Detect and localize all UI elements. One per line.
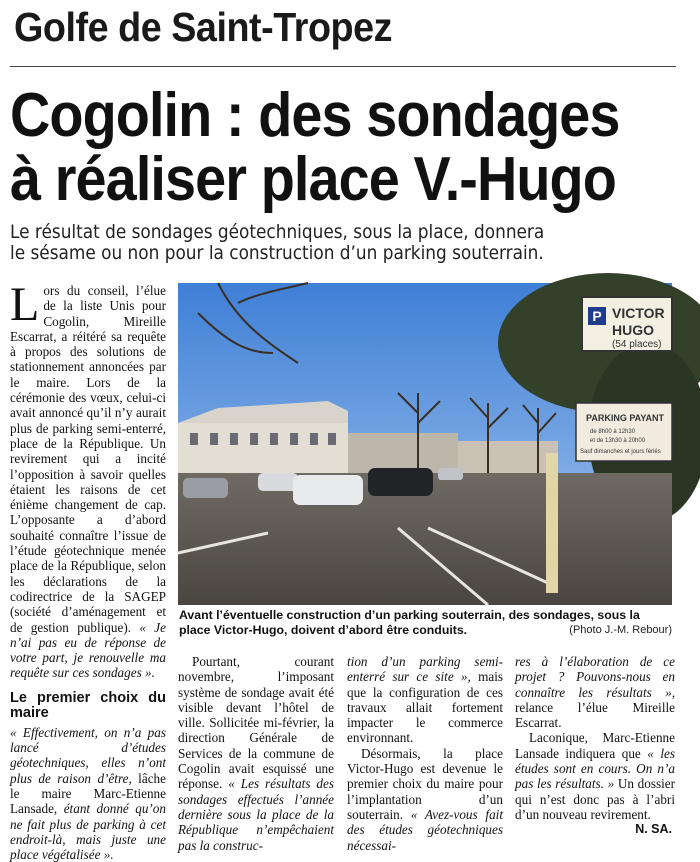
sign-places: (54 places) <box>612 339 662 350</box>
mayor-quote-1: « Effectivement, on n’a pas lancé d’études géotechniques, elles n’ont plus de raison d’être, <box>10 724 166 786</box>
paragraph-choice <box>347 746 503 853</box>
parking-p-icon: P <box>592 308 602 324</box>
article-column-1 <box>10 278 166 862</box>
article-photo <box>178 283 672 605</box>
paragraph-laconic <box>515 730 675 822</box>
sign-hugo: HUGO <box>612 322 654 338</box>
headline-line-2: à réaliser place V.-Hugo <box>10 145 616 214</box>
article-column-2 <box>178 654 334 853</box>
lede-line-1: Le résultat de sondages géotechniques, sous la place, donnera <box>10 221 545 243</box>
sondage-text: Pourtant, courant novembre, l’imposant système de sondage avait été visible devant l’hôtel de ville. Sollicitée mi-février, la direction Générale de Services de la commune de Cogolin avait esquissé une réponse. <box>178 654 334 792</box>
photo-illustration <box>178 283 672 605</box>
laconic-quote: « les études sont en cours. On n’a pas les résultats. » <box>515 745 676 792</box>
drop-cap: L <box>10 278 40 331</box>
subheading: Le premier choix du maire <box>10 689 166 722</box>
caption-line-1: Avant l’éventuelle construction d’un parking souterrain, des sondages, sous la <box>179 608 640 622</box>
author-signature: N. SA. <box>635 822 672 836</box>
paragraph-intro <box>10 278 166 681</box>
sign-victor: VICTOR <box>612 305 665 321</box>
caption-line-2: place Victor-Hugo, doivent d’abord être conduits. <box>179 623 468 637</box>
continue-quote: tion d’un parking semi-enterré sur ce site », <box>347 654 503 685</box>
sign-hours-2: et de 13h30 à 20h00 <box>590 438 646 444</box>
lede <box>10 222 700 264</box>
headline-line-1: Cogolin : des sondages <box>10 81 620 150</box>
results-quote: res à l’élaboration de ce projet ? Pouvons-nous en connaître les résultats », <box>515 654 675 700</box>
continue-text: mais que la configuration de ces travaux allait fortement impacter le commerce environnant. <box>347 669 503 746</box>
lede-line-2: le sésame ou non pour la construction d’un parking souterrain. <box>10 242 544 264</box>
mayor-attribution: lâche le maire Marc-Etienne Lansade, <box>10 770 166 817</box>
sondage-quote: « Les résultats des sondages effectués l’année dernière sous la place de la République n’empêchaient pas la construc- <box>178 776 334 853</box>
paragraph-sondage <box>178 654 334 853</box>
photo-credit: (Photo J.-M. Rebour) <box>569 624 672 636</box>
sign-hours-3: Sauf dimanches et jours fériés <box>580 449 661 455</box>
section-title: Golfe de Saint-Tropez <box>14 4 393 50</box>
laconic-text: Laconique, Marc-Etienne Lansade indiquera que <box>515 730 675 761</box>
sign-parking-payant: PARKING PAYANT <box>586 413 665 423</box>
mayor-quote-2: étant donné qu’on ne fait plus de parking à cet endroit-là, mais juste une place végétalisée ». <box>10 801 166 862</box>
intro-text: ors du conseil, l’élue de la liste Unis pour Cogolin, Mireille Escarrat, a réitéré sa requête à propos des solutions de stationnement annoncées par le maire. Lors de la cérémonie des vœux, celui-ci avait annoncé qu’il n’y aurait plus de parking semi-enterré, place de la République. Un revirement qui a incité l’opposition à savoir quelles étaient les raisons de cet énième changement de cap. L’opposante a d’abord souhaité connaître l’issue de l’étude géotechnique menée place de la République, selon les déclarations de la codirectrice de la SAGEP (société d’aménagement et de gestion publique). <box>10 283 166 635</box>
choice-quote: « Avez-vous fait des études géotechniques nécessai- <box>347 806 503 853</box>
results-text: relance l’élue Mireille Escarrat. <box>515 699 675 731</box>
paragraph-continue <box>347 654 503 746</box>
sign-hours-1: de 8h00 à 12h30 <box>590 429 636 435</box>
article-column-3 <box>347 654 503 853</box>
paragraph-mayor <box>10 725 166 862</box>
section-divider <box>10 66 676 67</box>
choice-text: Désormais, la place Victor-Hugo est devenue le premier choix du maire pour l’implantation d’un souterrain. <box>347 745 503 822</box>
article-column-4 <box>515 654 675 822</box>
paragraph-results <box>515 654 675 730</box>
headline <box>10 81 680 214</box>
laconic-end: Un dossier qui n’est donc pas à l’abri d’un nouveau revirement. <box>515 776 675 822</box>
intro-quote: « Je n’ai pas eu de réponse de votre part, je renouvelle ma requête sur ces sondages ». <box>10 619 166 681</box>
